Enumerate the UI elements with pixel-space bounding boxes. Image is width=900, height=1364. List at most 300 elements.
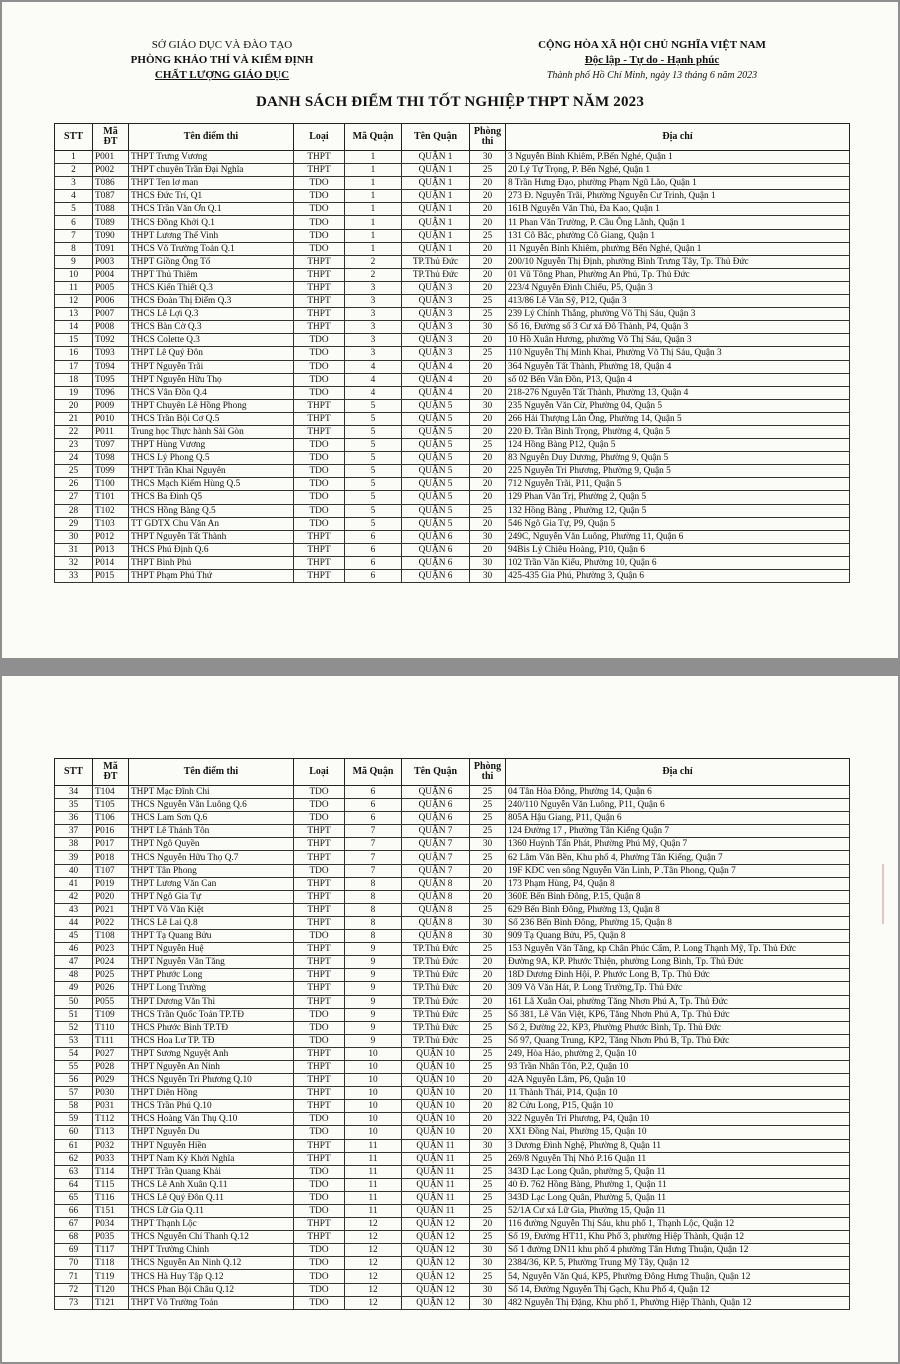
cell-stt: 63 — [55, 1165, 93, 1178]
cell-ma-dt: P028 — [93, 1060, 129, 1073]
cell-loai: THPT — [294, 995, 345, 1008]
cell-loai: THPT — [294, 321, 345, 334]
cell-ma-quan: 6 — [345, 530, 402, 543]
cell-ma-dt: T102 — [93, 504, 129, 517]
cell-loai: TDO — [294, 242, 345, 255]
cell-phong-thi: 30 — [470, 1283, 506, 1296]
cell-dia-chi: Số 381, Lê Văn Việt, KP6, Tăng Nhơn Phú A, Tp. Thủ Đức — [506, 1008, 850, 1021]
cell-phong-thi: 25 — [470, 825, 506, 838]
cell-ten-diem-thi: THCS Trần Văn Ơn Q.1 — [129, 203, 294, 216]
cell-ten-diem-thi: THCS Lý Phong Q.5 — [129, 452, 294, 465]
table-row — [55, 1178, 850, 1191]
cell-loai: THPT — [294, 570, 345, 583]
cell-loai: TDO — [294, 465, 345, 478]
cell-ma-quan: 3 — [345, 347, 402, 360]
cell-stt: 14 — [55, 321, 93, 334]
cell-ten-diem-thi: THPT Long Trường — [129, 982, 294, 995]
cell-ten-diem-thi: THCS Lê Quý Đôn Q.11 — [129, 1191, 294, 1204]
document-page-1 — [2, 2, 898, 658]
cell-phong-thi: 30 — [470, 1244, 506, 1257]
table-row — [55, 969, 850, 982]
cell-dia-chi: 94Bis Lý Chiêu Hoàng, P10, Quận 6 — [506, 543, 850, 556]
cell-ma-quan: 6 — [345, 543, 402, 556]
office-name: PHÒNG KHẢO THÍ VÀ KIỂM ĐỊNH — [130, 54, 314, 66]
cell-dia-chi: 82 Cửu Long, P15, Quận 10 — [506, 1100, 850, 1113]
cell-dia-chi: 3 Nguyễn Bỉnh Khiêm, P.Bến Nghé, Quận 1 — [506, 151, 850, 164]
cell-phong-thi: 25 — [470, 943, 506, 956]
column-header-ten-quan: Tên Quận — [402, 124, 470, 151]
cell-stt: 37 — [55, 825, 93, 838]
cell-ma-quan: 9 — [345, 1034, 402, 1047]
table-row — [55, 943, 850, 956]
cell-phong-thi: 30 — [470, 530, 506, 543]
cell-ten-quan: QUẬN 3 — [402, 334, 470, 347]
cell-ma-quan: 11 — [345, 1191, 402, 1204]
table-row — [55, 825, 850, 838]
cell-loai: THPT — [294, 281, 345, 294]
cell-ten-diem-thi: THCS Bàn Cờ Q.3 — [129, 321, 294, 334]
cell-stt: 72 — [55, 1283, 93, 1296]
cell-dia-chi: 273 Đ. Nguyễn Trãi, Phường Nguyễn Cư Trinh, Quận 1 — [506, 190, 850, 203]
cell-dia-chi: 83 Nguyễn Duy Dương, Phường 9, Quận 5 — [506, 452, 850, 465]
cell-ma-quan: 5 — [345, 478, 402, 491]
cell-dia-chi: Số 1 đường DN11 khu phố 4 phường Tân Hưng Thuận, Quận 12 — [506, 1244, 850, 1257]
cell-ma-quan: 11 — [345, 1205, 402, 1218]
cell-ten-quan: QUẬN 3 — [402, 308, 470, 321]
cell-phong-thi: 20 — [470, 864, 506, 877]
table-row — [55, 864, 850, 877]
cell-ten-quan: QUẬN 1 — [402, 151, 470, 164]
cell-ma-dt: T105 — [93, 799, 129, 812]
cell-stt: 18 — [55, 373, 93, 386]
cell-ma-quan: 6 — [345, 799, 402, 812]
cell-ma-dt: P008 — [93, 321, 129, 334]
cell-ten-diem-thi: THCS Mạch Kiếm Hùng Q.5 — [129, 478, 294, 491]
cell-ten-quan: QUẬN 10 — [402, 1113, 470, 1126]
table-row — [55, 877, 850, 890]
cell-stt: 43 — [55, 903, 93, 916]
cell-ten-diem-thi: THCS Phước Bình TP.TĐ — [129, 1021, 294, 1034]
cell-dia-chi: 225 Nguyễn Tri Phương, Phường 9, Quận 5 — [506, 465, 850, 478]
column-header-phong-thi: Phòng thi — [470, 759, 506, 786]
cell-ten-diem-thi: THPT Diên Hồng — [129, 1087, 294, 1100]
cell-dia-chi: Số 19, Đường HT11, Khu Phố 3, phường Hiệp Thành, Quận 12 — [506, 1231, 850, 1244]
table-row — [55, 517, 850, 530]
cell-dia-chi: 161 Lã Xuân Oai, phường Tăng Nhơn Phú A, Tp. Thủ Đức — [506, 995, 850, 1008]
cell-ma-dt: P012 — [93, 530, 129, 543]
cell-phong-thi: 25 — [470, 164, 506, 177]
table-row — [55, 452, 850, 465]
column-header-ma-quan: Mã Quận — [345, 124, 402, 151]
cell-ma-dt: P026 — [93, 982, 129, 995]
cell-ma-dt: P029 — [93, 1074, 129, 1087]
cell-ma-dt: P032 — [93, 1139, 129, 1152]
cell-stt: 45 — [55, 930, 93, 943]
cell-ten-quan: QUẬN 3 — [402, 347, 470, 360]
cell-ma-quan: 5 — [345, 439, 402, 452]
cell-ten-diem-thi: THPT Giồng Ông Tố — [129, 255, 294, 268]
cell-phong-thi: 20 — [470, 517, 506, 530]
cell-stt: 15 — [55, 334, 93, 347]
cell-dia-chi: 11 Phan Văn Trường, P. Cầu Ông Lãnh, Quận 1 — [506, 216, 850, 229]
cell-phong-thi: 25 — [470, 1060, 506, 1073]
cell-ten-quan: QUẬN 5 — [402, 412, 470, 425]
cell-stt: 68 — [55, 1231, 93, 1244]
cell-phong-thi: 20 — [470, 543, 506, 556]
department-name: SỞ GIÁO DỤC VÀ ĐÀO TẠO — [151, 39, 293, 51]
cell-ten-quan: QUẬN 12 — [402, 1218, 470, 1231]
table-row — [55, 1296, 850, 1309]
cell-stt: 10 — [55, 268, 93, 281]
cell-ten-diem-thi: THPT Dương Văn Thì — [129, 995, 294, 1008]
cell-ten-diem-thi: THCS Nguyễn Tri Phương Q.10 — [129, 1074, 294, 1087]
exam-sites-table-continued — [54, 758, 850, 1310]
cell-ma-quan: 5 — [345, 465, 402, 478]
cell-phong-thi: 20 — [470, 373, 506, 386]
table-row — [55, 1152, 850, 1165]
cell-loai: THPT — [294, 1047, 345, 1060]
cell-ma-quan: 9 — [345, 943, 402, 956]
cell-phong-thi: 30 — [470, 1296, 506, 1309]
cell-ma-dt: T120 — [93, 1283, 129, 1296]
cell-dia-chi: 54, Nguyễn Văn Quá, KP5, Phường Đông Hưng Thuận, Quận 12 — [506, 1270, 850, 1283]
cell-ma-quan: 5 — [345, 504, 402, 517]
cell-ma-dt: T106 — [93, 812, 129, 825]
cell-ma-dt: T101 — [93, 491, 129, 504]
cell-dia-chi: 309 Võ Văn Hát, P. Long Trường,Tp. Thủ Đức — [506, 982, 850, 995]
cell-ten-quan: QUẬN 7 — [402, 864, 470, 877]
cell-ma-dt: P018 — [93, 851, 129, 864]
table-row — [55, 281, 850, 294]
cell-stt: 20 — [55, 399, 93, 412]
cell-ma-dt: T114 — [93, 1165, 129, 1178]
cell-stt: 62 — [55, 1152, 93, 1165]
cell-ma-quan: 1 — [345, 151, 402, 164]
cell-stt: 56 — [55, 1074, 93, 1087]
cell-dia-chi: 482 Nguyễn Thị Đặng, Khu phố 1, Phường Hiệp Thành, Quận 12 — [506, 1296, 850, 1309]
cell-ten-quan: QUẬN 5 — [402, 491, 470, 504]
cell-dia-chi: 124 Hồng Bàng P12, Quận 5 — [506, 439, 850, 452]
cell-loai: THPT — [294, 530, 345, 543]
cell-ma-quan: 9 — [345, 969, 402, 982]
cell-ten-quan: QUẬN 10 — [402, 1060, 470, 1073]
cell-phong-thi: 20 — [470, 1126, 506, 1139]
table-row — [55, 255, 850, 268]
cell-ma-dt: P010 — [93, 412, 129, 425]
cell-loai: THPT — [294, 255, 345, 268]
cell-ten-diem-thi: THPT Trần Khai Nguyên — [129, 465, 294, 478]
cell-ten-diem-thi: THCS Vân Đồn Q.4 — [129, 386, 294, 399]
cell-dia-chi: 124 Đường 17 , Phường Tân Kiểng Quận 7 — [506, 825, 850, 838]
table-row — [55, 903, 850, 916]
cell-loai: TDO — [294, 1244, 345, 1257]
table-row — [55, 1087, 850, 1100]
cell-ten-diem-thi: THCS Lam Sơn Q.6 — [129, 812, 294, 825]
cell-ma-dt: T112 — [93, 1113, 129, 1126]
cell-ten-diem-thi: THPT Lê Quý Đôn — [129, 347, 294, 360]
cell-loai: TDO — [294, 229, 345, 242]
cell-dia-chi: 102 Trần Văn Kiểu, Phường 10, Quận 6 — [506, 556, 850, 569]
cell-ma-dt: T087 — [93, 190, 129, 203]
column-header-ma-dt: Mã ĐT — [93, 124, 129, 151]
republic-title: CỘNG HÒA XÃ HỘI CHỦ NGHĨA VIỆT NAM — [538, 39, 766, 51]
cell-ten-diem-thi: THCS Phú Định Q.6 — [129, 543, 294, 556]
cell-ten-diem-thi: THCS Hồng Bàng Q.5 — [129, 504, 294, 517]
cell-dia-chi: 364 Nguyễn Tất Thành, Phường 18, Quận 4 — [506, 360, 850, 373]
cell-dia-chi: 218-276 Nguyễn Tất Thành, Phường 13, Quận 4 — [506, 386, 850, 399]
cell-phong-thi: 20 — [470, 1113, 506, 1126]
cell-phong-thi: 20 — [470, 478, 506, 491]
cell-dia-chi: 42A Nguyễn Lâm, P6, Quận 10 — [506, 1074, 850, 1087]
cell-ma-quan: 9 — [345, 995, 402, 1008]
cell-ma-dt: T097 — [93, 439, 129, 452]
cell-ma-quan: 9 — [345, 982, 402, 995]
cell-phong-thi: 20 — [470, 995, 506, 1008]
table-row — [55, 164, 850, 177]
cell-stt: 40 — [55, 864, 93, 877]
cell-ten-diem-thi: THPT Mạc Đĩnh Chi — [129, 786, 294, 799]
cell-ten-quan: QUẬN 5 — [402, 517, 470, 530]
cell-ma-dt: T116 — [93, 1191, 129, 1204]
cell-ma-dt: P033 — [93, 1152, 129, 1165]
cell-ten-quan: QUẬN 1 — [402, 203, 470, 216]
cell-stt: 70 — [55, 1257, 93, 1270]
cell-ten-diem-thi: THPT Ten lơ man — [129, 177, 294, 190]
cell-ma-dt: P031 — [93, 1100, 129, 1113]
table-row — [55, 1270, 850, 1283]
cell-ten-quan: QUẬN 12 — [402, 1270, 470, 1283]
red-stamp-mark — [882, 864, 898, 924]
table-row — [55, 1113, 850, 1126]
cell-loai: TDO — [294, 190, 345, 203]
cell-ten-diem-thi: TT GDTX Chu Văn An — [129, 517, 294, 530]
cell-ma-quan: 10 — [345, 1113, 402, 1126]
cell-dia-chi: 11 Nguyễn Bỉnh Khiêm, phường Bến Nghé, Quận 1 — [506, 242, 850, 255]
cell-ma-quan: 1 — [345, 203, 402, 216]
cell-ma-quan: 12 — [345, 1218, 402, 1231]
cell-ma-quan: 11 — [345, 1152, 402, 1165]
cell-ten-quan: QUẬN 5 — [402, 504, 470, 517]
cell-ten-diem-thi: THPT Nguyễn An Ninh — [129, 1060, 294, 1073]
cell-phong-thi: 20 — [470, 281, 506, 294]
cell-ma-dt: T095 — [93, 373, 129, 386]
cell-ma-dt: T115 — [93, 1178, 129, 1191]
cell-ma-quan: 7 — [345, 825, 402, 838]
cell-ma-quan: 12 — [345, 1231, 402, 1244]
cell-ma-dt: T094 — [93, 360, 129, 373]
table-row — [55, 425, 850, 438]
cell-dia-chi: 805A Hậu Giang, P11, Quận 6 — [506, 812, 850, 825]
table-row — [55, 799, 850, 812]
cell-loai: TDO — [294, 386, 345, 399]
cell-stt: 66 — [55, 1205, 93, 1218]
cell-ten-quan: QUẬN 10 — [402, 1074, 470, 1087]
cell-stt: 52 — [55, 1021, 93, 1034]
cell-loai: THPT — [294, 1139, 345, 1152]
column-header-ma-quan: Mã Quận — [345, 759, 402, 786]
cell-ten-quan: TP.Thủ Đức — [402, 943, 470, 956]
cell-dia-chi: Số 236 Bến Bình Đông, Phường 15, Quận 8 — [506, 916, 850, 929]
cell-loai: THPT — [294, 838, 345, 851]
cell-ten-diem-thi: THPT Thủ Thiêm — [129, 268, 294, 281]
cell-ten-quan: QUẬN 6 — [402, 556, 470, 569]
cell-ten-quan: QUẬN 11 — [402, 1205, 470, 1218]
cell-ma-dt: P002 — [93, 164, 129, 177]
cell-dia-chi: 129 Phan Văn Trị, Phường 2, Quận 5 — [506, 491, 850, 504]
cell-ten-quan: TP.Thủ Đức — [402, 982, 470, 995]
cell-ten-diem-thi: THCS Trần Bội Cơ Q.5 — [129, 412, 294, 425]
cell-dia-chi: 413/86 Lê Văn Sỹ, P12, Quận 3 — [506, 295, 850, 308]
cell-ma-dt: T110 — [93, 1021, 129, 1034]
cell-phong-thi: 25 — [470, 439, 506, 452]
cell-dia-chi: 40 Đ. 762 Hồng Bàng, Phường 1, Quận 11 — [506, 1178, 850, 1191]
cell-ma-quan: 12 — [345, 1283, 402, 1296]
cell-ten-diem-thi: THCS Đoàn Thị Điểm Q.3 — [129, 295, 294, 308]
cell-stt: 33 — [55, 570, 93, 583]
cell-ten-quan: QUẬN 12 — [402, 1244, 470, 1257]
cell-dia-chi: XX1 Đồng Nai, Phường 15, Quận 10 — [506, 1126, 850, 1139]
cell-ten-diem-thi: THCS Kiến Thiết Q.3 — [129, 281, 294, 294]
cell-ten-diem-thi: THPT Thạnh Lộc — [129, 1218, 294, 1231]
cell-ma-dt: P023 — [93, 943, 129, 956]
cell-ma-quan: 11 — [345, 1178, 402, 1191]
cell-ma-quan: 3 — [345, 295, 402, 308]
cell-ten-quan: TP.Thủ Đức — [402, 1034, 470, 1047]
cell-phong-thi: 20 — [470, 334, 506, 347]
cell-ten-diem-thi: THPT Ngô Quyền — [129, 838, 294, 851]
cell-ma-quan: 12 — [345, 1244, 402, 1257]
cell-loai: THPT — [294, 903, 345, 916]
table-row — [55, 190, 850, 203]
table-row — [55, 151, 850, 164]
cell-ma-dt: T086 — [93, 177, 129, 190]
cell-ten-quan: QUẬN 12 — [402, 1283, 470, 1296]
cell-ten-diem-thi: THCS Trần Quốc Toản TP.TĐ — [129, 1008, 294, 1021]
cell-ten-quan: QUẬN 3 — [402, 281, 470, 294]
cell-ma-quan: 10 — [345, 1100, 402, 1113]
cell-loai: THPT — [294, 425, 345, 438]
table-row — [55, 295, 850, 308]
table-row — [55, 268, 850, 281]
cell-dia-chi: 161B Nguyễn Văn Thủ, Đa Kao, Quận 1 — [506, 203, 850, 216]
table-row — [55, 1074, 850, 1087]
cell-phong-thi: 25 — [470, 903, 506, 916]
cell-ma-quan: 5 — [345, 452, 402, 465]
cell-ten-quan: QUẬN 5 — [402, 478, 470, 491]
cell-loai: THPT — [294, 268, 345, 281]
cell-loai: TDO — [294, 491, 345, 504]
cell-ten-diem-thi: THPT Tạ Quang Bửu — [129, 930, 294, 943]
cell-ma-quan: 4 — [345, 373, 402, 386]
table-row — [55, 1021, 850, 1034]
table-row — [55, 1205, 850, 1218]
cell-ma-dt: P005 — [93, 281, 129, 294]
cell-stt: 55 — [55, 1060, 93, 1073]
cell-ma-quan: 5 — [345, 399, 402, 412]
cell-phong-thi: 30 — [470, 916, 506, 929]
cell-ma-dt: P009 — [93, 399, 129, 412]
table-row — [55, 308, 850, 321]
cell-ten-quan: QUẬN 1 — [402, 229, 470, 242]
cell-dia-chi: 93 Trần Nhân Tôn, P.2, Quận 10 — [506, 1060, 850, 1073]
cell-dia-chi: 240/110 Nguyễn Văn Luông, P11, Quận 6 — [506, 799, 850, 812]
cell-stt: 49 — [55, 982, 93, 995]
cell-ten-quan: QUẬN 5 — [402, 439, 470, 452]
cell-loai: THPT — [294, 851, 345, 864]
cell-ten-quan: QUẬN 12 — [402, 1257, 470, 1270]
cell-ma-quan: 10 — [345, 1060, 402, 1073]
cell-phong-thi: 25 — [470, 1047, 506, 1060]
cell-ten-diem-thi: THPT Sương Nguyệt Anh — [129, 1047, 294, 1060]
cell-dia-chi: 343D Lạc Long Quân, phường 5, Quận 11 — [506, 1165, 850, 1178]
cell-ten-diem-thi: THPT chuyên Trần Đại Nghĩa — [129, 164, 294, 177]
column-header-ten-quan: Tên Quận — [402, 759, 470, 786]
cell-ten-diem-thi: Trung học Thực hành Sài Gòn — [129, 425, 294, 438]
cell-ten-diem-thi: THPT Võ Trường Toản — [129, 1296, 294, 1309]
cell-ten-quan: QUẬN 3 — [402, 321, 470, 334]
cell-stt: 41 — [55, 877, 93, 890]
cell-dia-chi: Số 2, Đường 22, KP3, Phường Phước Bình, Tp. Thủ Đức — [506, 1021, 850, 1034]
table-row — [55, 373, 850, 386]
cell-dia-chi: 235 Nguyễn Văn Cừ, Phường 04, Quận 5 — [506, 399, 850, 412]
table-row — [55, 478, 850, 491]
cell-ten-diem-thi: THCS Nguyễn Văn Luông Q.6 — [129, 799, 294, 812]
cell-stt: 58 — [55, 1100, 93, 1113]
cell-dia-chi: 01 Vũ Tông Phan, Phường An Phú, Tp. Thủ Đức — [506, 268, 850, 281]
cell-phong-thi: 25 — [470, 1205, 506, 1218]
cell-stt: 44 — [55, 916, 93, 929]
cell-stt: 26 — [55, 478, 93, 491]
cell-phong-thi: 20 — [470, 877, 506, 890]
cell-phong-thi: 25 — [470, 812, 506, 825]
cell-ma-quan: 5 — [345, 491, 402, 504]
cell-loai: THPT — [294, 543, 345, 556]
cell-ten-quan: TP.Thủ Đức — [402, 255, 470, 268]
cell-stt: 34 — [55, 786, 93, 799]
cell-loai: TDO — [294, 1034, 345, 1047]
cell-phong-thi: 30 — [470, 399, 506, 412]
cell-phong-thi: 25 — [470, 1178, 506, 1191]
cell-stt: 51 — [55, 1008, 93, 1021]
cell-ma-dt: T151 — [93, 1205, 129, 1218]
cell-loai: TDO — [294, 1270, 345, 1283]
cell-phong-thi: 20 — [470, 1074, 506, 1087]
cell-stt: 28 — [55, 504, 93, 517]
cell-stt: 9 — [55, 255, 93, 268]
cell-ten-diem-thi: THPT Bình Phú — [129, 556, 294, 569]
cell-stt: 59 — [55, 1113, 93, 1126]
cell-ma-dt: T088 — [93, 203, 129, 216]
motto: Độc lập - Tự do - Hạnh phúc — [584, 54, 720, 66]
cell-loai: TDO — [294, 1113, 345, 1126]
cell-loai: TDO — [294, 1257, 345, 1270]
cell-ten-quan: QUẬN 5 — [402, 425, 470, 438]
cell-loai: THPT — [294, 1087, 345, 1100]
cell-phong-thi: 20 — [470, 242, 506, 255]
cell-dia-chi: 3 Dương Đình Nghệ, Phường 8, Quận 11 — [506, 1139, 850, 1152]
cell-loai: TDO — [294, 786, 345, 799]
cell-dia-chi: 629 Bến Bình Đông, Phường 13, Quận 8 — [506, 903, 850, 916]
cell-ma-quan: 5 — [345, 412, 402, 425]
cell-ma-dt: T103 — [93, 517, 129, 530]
cell-ten-quan: QUẬN 10 — [402, 1100, 470, 1113]
cell-ten-diem-thi: THPT Trường Chinh — [129, 1244, 294, 1257]
cell-stt: 30 — [55, 530, 93, 543]
cell-stt: 31 — [55, 543, 93, 556]
table-row — [55, 216, 850, 229]
cell-dia-chi: Số 16, Đường số 3 Cư xá Đô Thành, P4, Quận 3 — [506, 321, 850, 334]
cell-stt: 53 — [55, 1034, 93, 1047]
